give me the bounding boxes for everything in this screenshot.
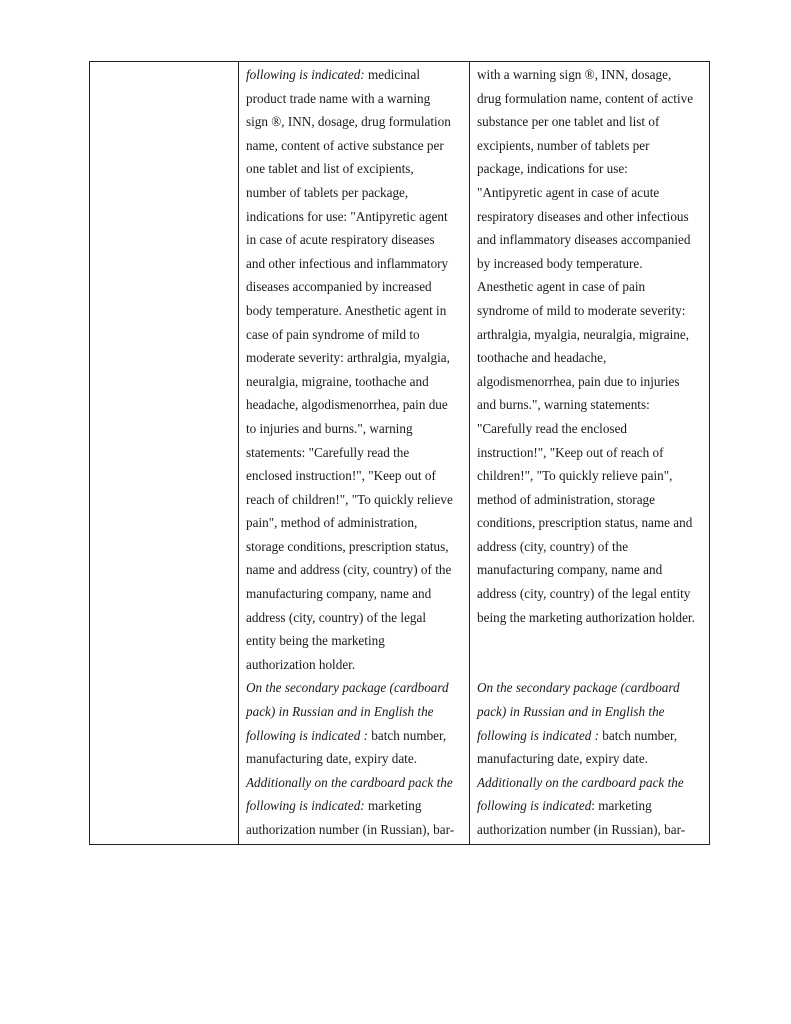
text: statements: "Carefully read the (246, 444, 410, 460)
italic-text: following is indicated : (477, 727, 599, 743)
text: name and address (city, country) of the (246, 562, 452, 578)
italic-text: Additionally on the cardboard pack the (477, 774, 684, 790)
cell-text-col2 (239, 62, 469, 844)
text-line (477, 700, 706, 724)
text: and other infectious and inflammatory (246, 255, 449, 271)
text: manufacturing date, expiry date. (246, 751, 417, 767)
text-line (477, 747, 706, 771)
text-line (477, 629, 706, 653)
text: neuralgia, migraine, toothache and (246, 373, 429, 389)
text: indications for use: "Antipyretic agent (246, 208, 448, 224)
text: pain", method of administration, (246, 515, 418, 531)
text: manufacturing company, name and (246, 586, 432, 602)
text: syndrome of mild to moderate severity: (477, 302, 686, 318)
text: address (city, country) of the (477, 538, 629, 554)
text: one tablet and list of excipients, (246, 161, 414, 177)
italic-text: following is indicated : (246, 727, 368, 743)
italic-text: pack) in Russian and in English the (477, 704, 665, 720)
text-line (477, 676, 706, 700)
text-line (246, 323, 465, 347)
text: children!", "To quickly relieve pain", (477, 468, 673, 484)
text: in case of acute respiratory diseases (246, 232, 435, 248)
text: enclosed instruction!", "Keep out of (246, 468, 436, 484)
text: authorization number (in Russian), bar- (477, 822, 686, 837)
text-line (477, 464, 706, 488)
text-line (477, 724, 706, 748)
text-line (246, 700, 465, 724)
text: batch number, (598, 727, 678, 743)
text: respiratory diseases and other infectious (477, 208, 689, 224)
text-line (477, 323, 706, 347)
text-line (477, 346, 706, 370)
text-line (477, 299, 706, 323)
text-line (477, 441, 706, 465)
text: entity being the marketing (246, 633, 385, 649)
text-line (477, 134, 706, 158)
text: "Carefully read the enclosed (477, 420, 628, 436)
text: to injuries and burns.", warning (246, 420, 413, 436)
italic-text: pack) in Russian and in English the (246, 704, 434, 720)
text: authorization holder. (246, 656, 356, 672)
text-line (477, 794, 706, 818)
text-line (477, 511, 706, 535)
text-line (477, 228, 706, 252)
text: substance per one tablet and list of (477, 114, 660, 130)
text: manufacturing date, expiry date. (477, 751, 648, 767)
text: and burns.", warning statements: (477, 397, 650, 413)
table-cell-col2 (239, 62, 470, 845)
text: instruction!", "Keep out of reach of (477, 444, 664, 460)
text: conditions, prescription status, name and (477, 515, 693, 531)
italic-text: On the secondary package (cardboard (246, 680, 449, 696)
text: method of administration, storage (477, 491, 655, 507)
text-line (246, 417, 465, 441)
text-line (246, 157, 465, 181)
text: reach of children!", "To quickly relieve (246, 491, 453, 507)
text: number of tablets per package, (246, 184, 409, 200)
text-line (246, 558, 465, 582)
text: authorization number (in Russian), bar- (246, 822, 455, 837)
text: drug formulation name, content of active (477, 90, 694, 106)
text: with a warning sign ®, INN, dosage, (477, 67, 672, 82)
text-line (246, 724, 465, 748)
text-line (477, 488, 706, 512)
text: moderate severity: arthralgia, myalgia, (246, 350, 450, 366)
text: arthralgia, myalgia, neuralgia, migraine, (477, 326, 690, 342)
text-line (246, 582, 465, 606)
cell-text-col3 (470, 62, 709, 844)
text-line (246, 535, 465, 559)
text-line (477, 417, 706, 441)
text-line (246, 676, 465, 700)
text-line (246, 488, 465, 512)
text: address (city, country) of the legal entity (477, 586, 691, 602)
text: headache, algodismenorrhea, pain due (246, 397, 448, 413)
text-line (477, 87, 706, 111)
text: case of pain syndrome of mild to (246, 326, 420, 342)
text: toothache and headache, (477, 350, 607, 366)
text: by increased body temperature. (477, 255, 643, 271)
text-line (246, 794, 465, 818)
text-line (477, 181, 706, 205)
italic-text: following is indicated (477, 798, 592, 814)
text-line (477, 205, 706, 229)
text-line (246, 63, 465, 87)
text-line (246, 110, 465, 134)
text-line (246, 228, 465, 252)
table-cell-col3 (470, 62, 710, 845)
table-row (90, 62, 710, 845)
text: batch number, (367, 727, 447, 743)
text: product trade name with a warning (246, 90, 431, 106)
text: body temperature. Anesthetic agent in (246, 302, 447, 318)
text-line (246, 87, 465, 111)
table-cell-col1 (90, 62, 239, 845)
text: Anesthetic agent in case of pain (477, 279, 646, 295)
text-line (246, 511, 465, 535)
text-line (246, 205, 465, 229)
text-line (246, 653, 465, 677)
text-line (477, 275, 706, 299)
text: and inflammatory diseases accompanied (477, 232, 691, 248)
text-line (246, 747, 465, 771)
text-line (477, 582, 706, 606)
text-line (477, 606, 706, 630)
text-line (246, 441, 465, 465)
text: being the marketing authorization holder. (477, 609, 695, 625)
text-line (246, 370, 465, 394)
text-line (246, 464, 465, 488)
text: marketing (364, 798, 422, 814)
text-line (477, 558, 706, 582)
text: excipients, number of tablets per (477, 137, 650, 153)
text-line (477, 63, 706, 87)
text: package, indications for use: (477, 161, 628, 177)
document-table (89, 61, 710, 845)
text: name, content of active substance per (246, 137, 444, 153)
italic-text: following is indicated: (246, 67, 365, 82)
text-line (477, 393, 706, 417)
text-line (246, 134, 465, 158)
text: manufacturing company, name and (477, 562, 663, 578)
text-line (477, 535, 706, 559)
text-line (246, 393, 465, 417)
text-line (246, 629, 465, 653)
text: sign ®, INN, dosage, drug formulation (246, 114, 451, 130)
italic-text: Additionally on the cardboard pack the (246, 774, 453, 790)
text-line (477, 252, 706, 276)
text-line (246, 252, 465, 276)
text-line (246, 275, 465, 299)
text-line (246, 181, 465, 205)
text: algodismenorrhea, pain due to injuries (477, 373, 680, 389)
cell-empty (90, 62, 238, 843)
text-line (477, 818, 706, 842)
text-line (477, 653, 706, 677)
text-line (477, 370, 706, 394)
text-line (246, 346, 465, 370)
text-line (246, 818, 465, 842)
text-line (477, 771, 706, 795)
italic-text: On the secondary package (cardboard (477, 680, 680, 696)
text-line (246, 606, 465, 630)
text-line (246, 771, 465, 795)
italic-text: following is indicated: (246, 798, 365, 814)
text-line (477, 110, 706, 134)
text: address (city, country) of the legal (246, 609, 427, 625)
text-line (246, 299, 465, 323)
text-line (477, 157, 706, 181)
text: storage conditions, prescription status, (246, 538, 449, 554)
text: : marketing (591, 798, 652, 814)
text: medicinal (364, 67, 420, 82)
text: "Antipyretic agent in case of acute (477, 184, 660, 200)
text: diseases accompanied by increased (246, 279, 432, 295)
